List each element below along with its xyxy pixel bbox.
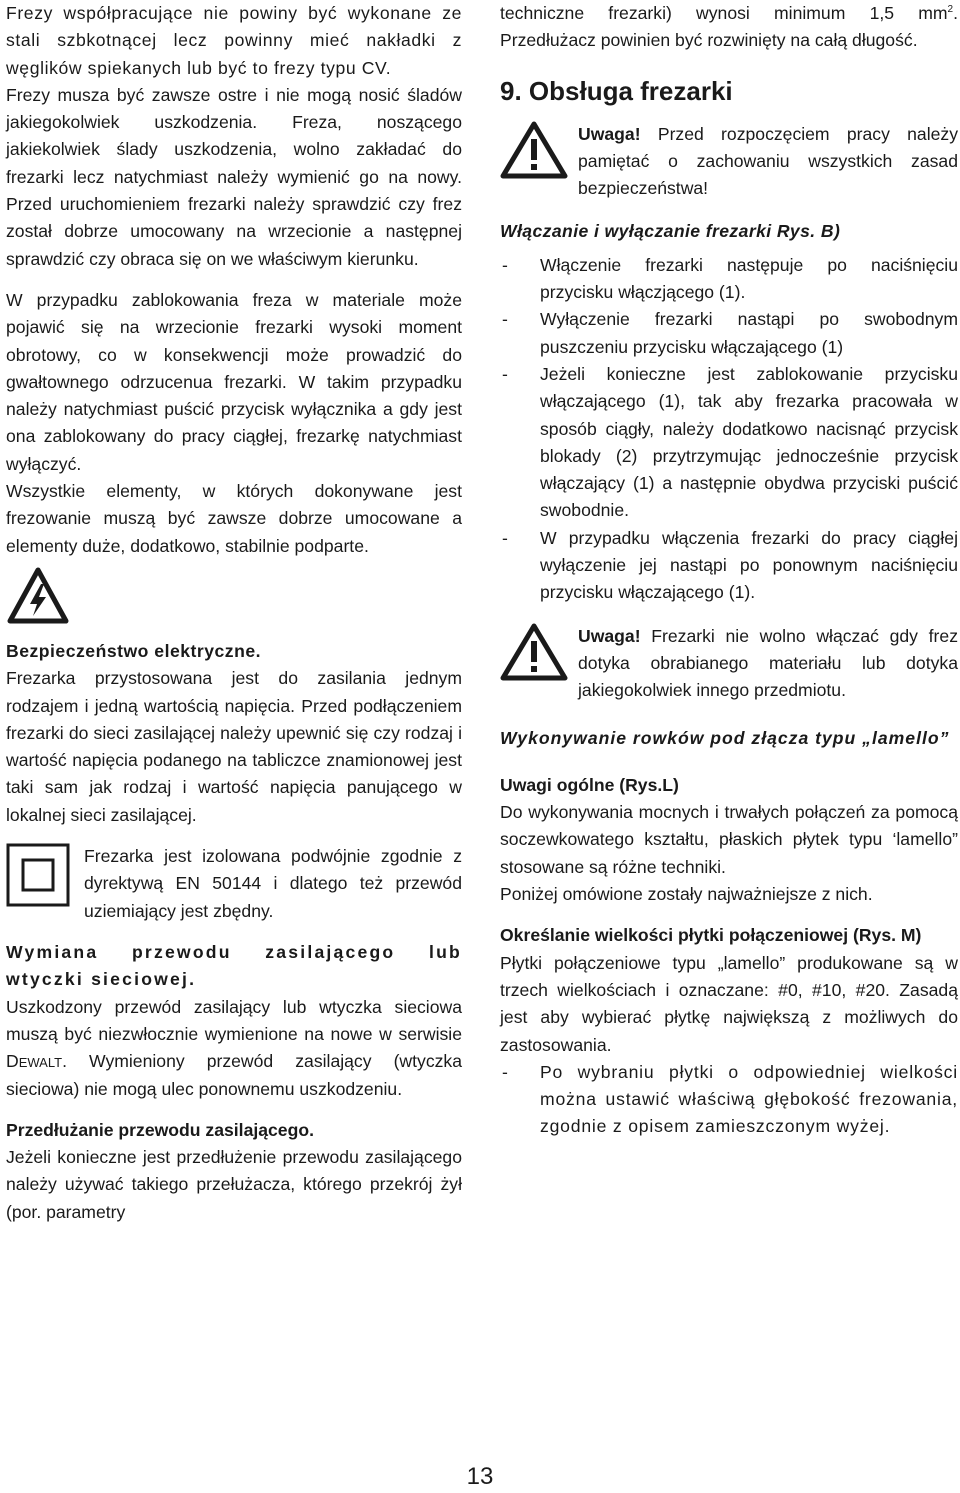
- electrical-safety-text: Frezarka przystosowana jest do zasilania jednym rodzajem i jedną wartością napięcia. Przed podłączeniem frezarki do sieci zasilającej należy upewnić się czy rodzaj i wartość napięcia podanego na tabliczce znamionowej jest taki sam jak rodzaj i wartość napięcia panującego w lokalnej sieci zasilającej.: [6, 668, 462, 825]
- cord-replacement-heading: Wymiana przewodu zasilającego lub wtyczki sieciowej.: [6, 941, 462, 990]
- paragraph-cutter-condition: Frezy musza być zawsze ostre i nie mogą nosić śladów jakiegokolwiek uszkodzenia. Freza, noszącego jakiekolwiek ślady uszkodzenia, wolno zakładać do frezarki lecz natychmiast należy wymienić go na nowy. Przed uruchomieniem frezarki należy sprawdzić czy frez został dobrze umocowany na wrzecionie a następnej sprawdzić czy obraca się on we właściwym kierunku.: [6, 84, 462, 269]
- warning-triangle-icon: [500, 623, 578, 686]
- page-number: 13: [466, 1463, 494, 1490]
- ext-superscript: 2: [947, 4, 954, 16]
- extension-cord-text: Jeżeli konieczne jest przedłużenie przewodu zasilającego należy używać takiego przełużacza, którego przekrój żył (por. parametry: [6, 1146, 462, 1222]
- list-item: - Po wybraniu płytki o odpowiedniej wielkości można ustawić właściwą głębokość frezowania, zgodnie z opisem zamieszczonym wyżej.: [502, 1061, 958, 1137]
- general-notes-text-2: Poniżej omówione zostały najważniejsze z nich.: [500, 884, 873, 905]
- cord-text-part2: . Wymieniony przewód zasilający (wtyczka sieciowa) nie mogą ulec ponownemu uszkodzeniu.: [6, 1051, 462, 1100]
- warning-label: Uwaga!: [578, 123, 641, 144]
- ext-cont-text: techniczne frezarki) wynosi minimum 1,5 mm: [500, 3, 948, 23]
- warning-body: Frezarki nie wolno włączać gdy frez dotyka obrabianego materiału lub dotyka jakiegokolwiek innego przedmiotu.: [578, 625, 958, 701]
- right-column: [500, 0, 958, 1141]
- extension-cord-heading: Przedłużanie przewodu zasilającego.: [6, 1119, 314, 1140]
- ext-cont-text2: . Przedłużacz powinien być rozwinięty na całą długość.: [500, 3, 958, 51]
- electrical-safety-heading: Bezpieczeństwo elektryczne.: [6, 640, 262, 661]
- double-insulation-icon: [6, 843, 84, 912]
- section-9-heading: 9. Obsługa frezarki: [500, 75, 733, 106]
- general-notes-text: Do wykonywania mocnych i trwałych połączeń za pomocą soczewkowatego kształtu, płaskich płytek typu ‘lamello” stosowane są różne techniki.: [500, 802, 958, 877]
- lamello-heading: Wykonywanie rowków pod złącza typu „lamello”: [500, 727, 950, 748]
- warning-note-2-text: [578, 623, 958, 705]
- list-item: - W przypadku włączenia frezarki do pracy ciągłej wyłączenie jej nastąpi po ponownym naciśnięciu przycisku włączającego (1).: [502, 527, 958, 603]
- paragraph-blocking: W przypadku zablokowania freza w materiale może pojawić się na wrzecionie frezarki wysoki moment obrotowy, co w konsekwencji może prowadzić do gwałtownego odrzucenua frezarki. W takim przypadku należy natychmiast puścić przycisk wyłącznika a gdy jest ona zablokowany do pracy ciągłej, frezarkę natychmiast wyłączyć.: [6, 289, 462, 474]
- electric-hazard-icon: [6, 566, 70, 626]
- list-item: - Jeżeli konieczne jest zablokowanie przycisku włączającego (1), tak aby frezarka pracowała w sposób ciągły, należy dodatkowo nacisnąć przycisk blokady (2) przytrzymując jednocześnie przycisk włączający (1) a następnie obydwa przyciski puścić swobodnie.: [502, 363, 958, 521]
- list-item: - Wyłączenie frezarki nastąpi po swobodnym puszczeniu przycisku włączającego (1): [502, 309, 958, 357]
- plate-size-text: Płytki połączeniowe typu „lamello” produkowane są w trzech wielkościach i oznaczane: #0, #10, #20. Zasadą jest aby wybierać płytkę największą z możliwych do zastosowania.: [500, 952, 958, 1055]
- brand-initial: D: [6, 1051, 19, 1072]
- general-notes-heading: Uwagi ogólne (Rys.L): [500, 774, 679, 795]
- double-insulation-text: Frezarka jest izolowana podwójnie zgodnie z dyrektywą EN 50144 i dlatego też przewód uziemiający jest zbędny.: [84, 846, 462, 921]
- on-off-heading: Włączanie i wyłączanie frezarki Rys. B): [500, 221, 841, 242]
- paragraph-workpiece: Wszystkie elementy, w których dokonywane jest frezowanie muszą być zawsze dobrze umocowane a elementy duże, dodatkowo, stabilnie podparte.: [6, 481, 462, 556]
- paragraph-cutter-material: Frezy współpracujące nie powiny być wykonane ze stali szbkotnącej lecz powinny mieć nakładki z węglików spiekanych lub być to frezy typu CV.: [6, 3, 462, 78]
- plate-size-heading: Określanie wielkości płytki połączeniowej (Rys. M): [500, 925, 922, 946]
- extension-cord-continued: [500, 0, 958, 55]
- brand-rest: EWALT: [18, 1055, 63, 1071]
- double-insulation-block: [6, 843, 462, 925]
- warning-label: Uwaga!: [578, 625, 641, 646]
- warning-triangle-icon: [500, 121, 578, 184]
- warning-note-2: [500, 623, 958, 705]
- cord-replacement-text: [6, 994, 462, 1104]
- warning-note-1-text: [578, 121, 958, 203]
- warning-body: Przed rozpoczęciem pracy należy pamiętać o zachowaniu wszystkich zasad bezpieczeństwa!: [578, 123, 958, 199]
- left-column: [6, 0, 462, 1226]
- warning-note-1: [500, 121, 958, 203]
- list-item: - Włączenie frezarki następuje po naciśnięciu przycisku włączjącego (1).: [502, 254, 958, 303]
- cord-text-part1: Uszkodzony przewód zasilający lub wtyczka sieciowa muszą być niezwłocznie wymienione na nowe w serwisie: [6, 996, 462, 1044]
